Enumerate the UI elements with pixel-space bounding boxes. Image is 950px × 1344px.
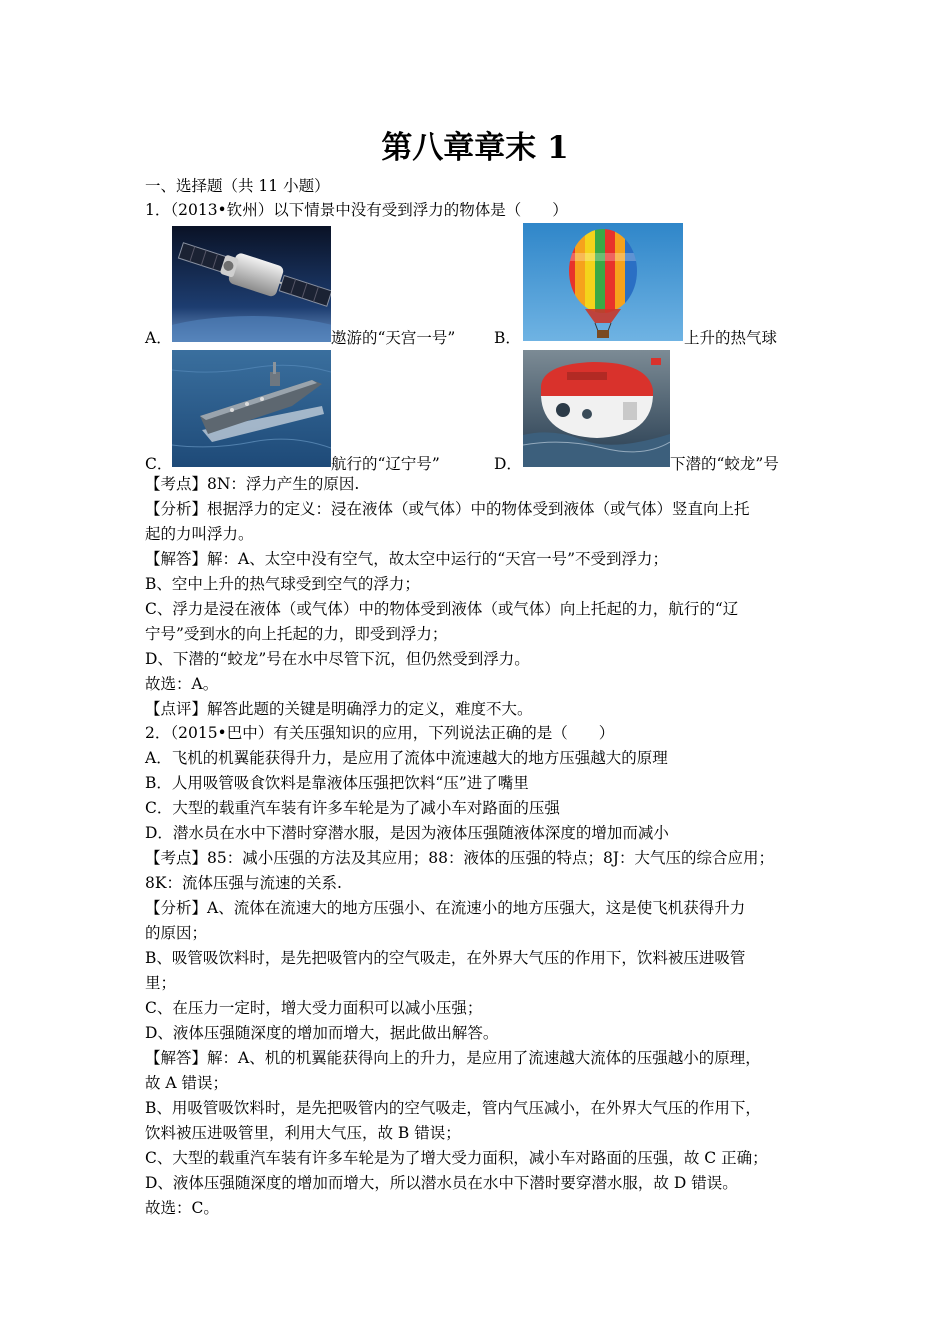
q1-answer: 故选：A。	[145, 675, 219, 693]
page-title: 第八章章末 1	[381, 130, 569, 166]
q2-fenxi-d: D、液体压强随深度的增加而增大，据此做出解答。	[145, 1024, 499, 1042]
option-b-caption: 上升的热气球	[684, 329, 778, 347]
q1-dianping: 【点评】解答此题的关键是明确浮力的定义，难度不大。	[145, 700, 533, 718]
q1-jieda-d: D、下潜的“蛟龙”号在水中尽管下沉，但仍然受到浮力。	[145, 650, 530, 668]
q1-jieda-b: B、空中上升的热气球受到空气的浮力；	[145, 575, 420, 593]
q2-jieda-d: D、液体压强随深度的增加而增大，所以潜水员在水中下潜时要穿潜水服，故 D 错误。	[145, 1174, 738, 1192]
option-a-letter: A．	[145, 329, 172, 347]
q1-kaodian: 【考点】8N：浮力产生的原因.	[145, 475, 360, 493]
q2-jieda-b-cont: 饮料被压进吸管里，利用大气压，故 B 错误；	[145, 1124, 461, 1142]
submersible-image	[523, 350, 670, 467]
q2-jieda: 【解答】解：A、机的机翼能获得向上的升力，是应用了流速越大流体的压强越小的原理，	[145, 1049, 761, 1067]
q2-fenxi: 【分析】A、流体在流速大的地方压强小、在流速小的地方压强大，这是使飞机获得升力	[145, 899, 746, 917]
q1-fenxi: 【分析】根据浮力的定义：浸在液体（或气体）中的物体受到液体（或气体）竖直向上托	[145, 500, 750, 518]
option-a-caption: 遨游的“天宫一号”	[331, 329, 456, 347]
q2-fenxi-b: B、吸管吸饮料时，是先把吸管内的空气吸走，在外界大气压的作用下，饮料被压进吸管	[145, 949, 746, 967]
q2-stem: 2．（2015•巴中）有关压强知识的应用，下列说法正确的是（ ）	[145, 724, 615, 742]
option-d-caption: 下潜的“蛟龙”号	[670, 455, 779, 473]
aircraft-carrier-image	[172, 350, 331, 467]
section-heading: 一、选择题（共 11 小题）	[145, 177, 330, 195]
q2-option-d: D．潜水员在水中下潜时穿潜水服，是因为液体压强随液体深度的增加而减小	[145, 824, 669, 842]
q2-jieda-cont: 故 A 错误；	[145, 1074, 229, 1092]
q2-kaodian-cont: 8K：流体压强与流速的关系.	[145, 874, 342, 892]
q1-fenxi-cont: 起的力叫浮力。	[145, 525, 254, 543]
q1-jieda-c-cont: 宁号”受到水的向上托起的力，即受到浮力；	[145, 625, 448, 643]
q2-jieda-c: C、大型的载重汽车装有许多车轮是为了增大受力面积，减小车对路面的压强，故 C 正确；	[145, 1149, 768, 1167]
option-b-letter: B．	[494, 329, 521, 347]
q2-fenxi-b-cont: 里；	[145, 974, 177, 992]
q2-option-a: A．飞机的机翼能获得升力，是应用了流体中流速越大的地方压强越大的原理	[145, 749, 668, 767]
q2-fenxi-cont: 的原因；	[145, 924, 208, 942]
q2-jieda-b: B、用吸管吸饮料时，是先把吸管内的空气吸走，管内气压减小，在外界大气压的作用下，	[145, 1099, 761, 1117]
q2-answer: 故选：C。	[145, 1199, 219, 1217]
space-station-image	[172, 226, 331, 342]
q1-stem: 1．（2013•钦州）以下情景中没有受到浮力的物体是（ ）	[145, 201, 568, 219]
option-c-letter: C．	[145, 455, 173, 473]
q1-jieda: 【解答】解：A、太空中没有空气，故太空中运行的“天宫一号”不受到浮力；	[145, 550, 669, 568]
q1-jieda-c: C、浮力是浸在液体（或气体）中的物体受到液体（或气体）向上托起的力，航行的“辽	[145, 600, 739, 618]
q2-option-b: B．人用吸管吸食饮料是靠液体压强把饮料“压”进了嘴里	[145, 774, 529, 792]
option-c-caption: 航行的“辽宁号”	[331, 455, 440, 473]
option-d-letter: D．	[494, 455, 522, 473]
q2-option-c: C．大型的载重汽车装有许多车轮是为了减小车对路面的压强	[145, 799, 560, 817]
hot-air-balloon-image	[523, 223, 683, 341]
q2-kaodian: 【考点】85：减小压强的方法及其应用；88：液体的压强的特点；8J：大气压的综合应用；	[145, 849, 775, 867]
q2-fenxi-c: C、在压力一定时，增大受力面积可以减小压强；	[145, 999, 483, 1017]
